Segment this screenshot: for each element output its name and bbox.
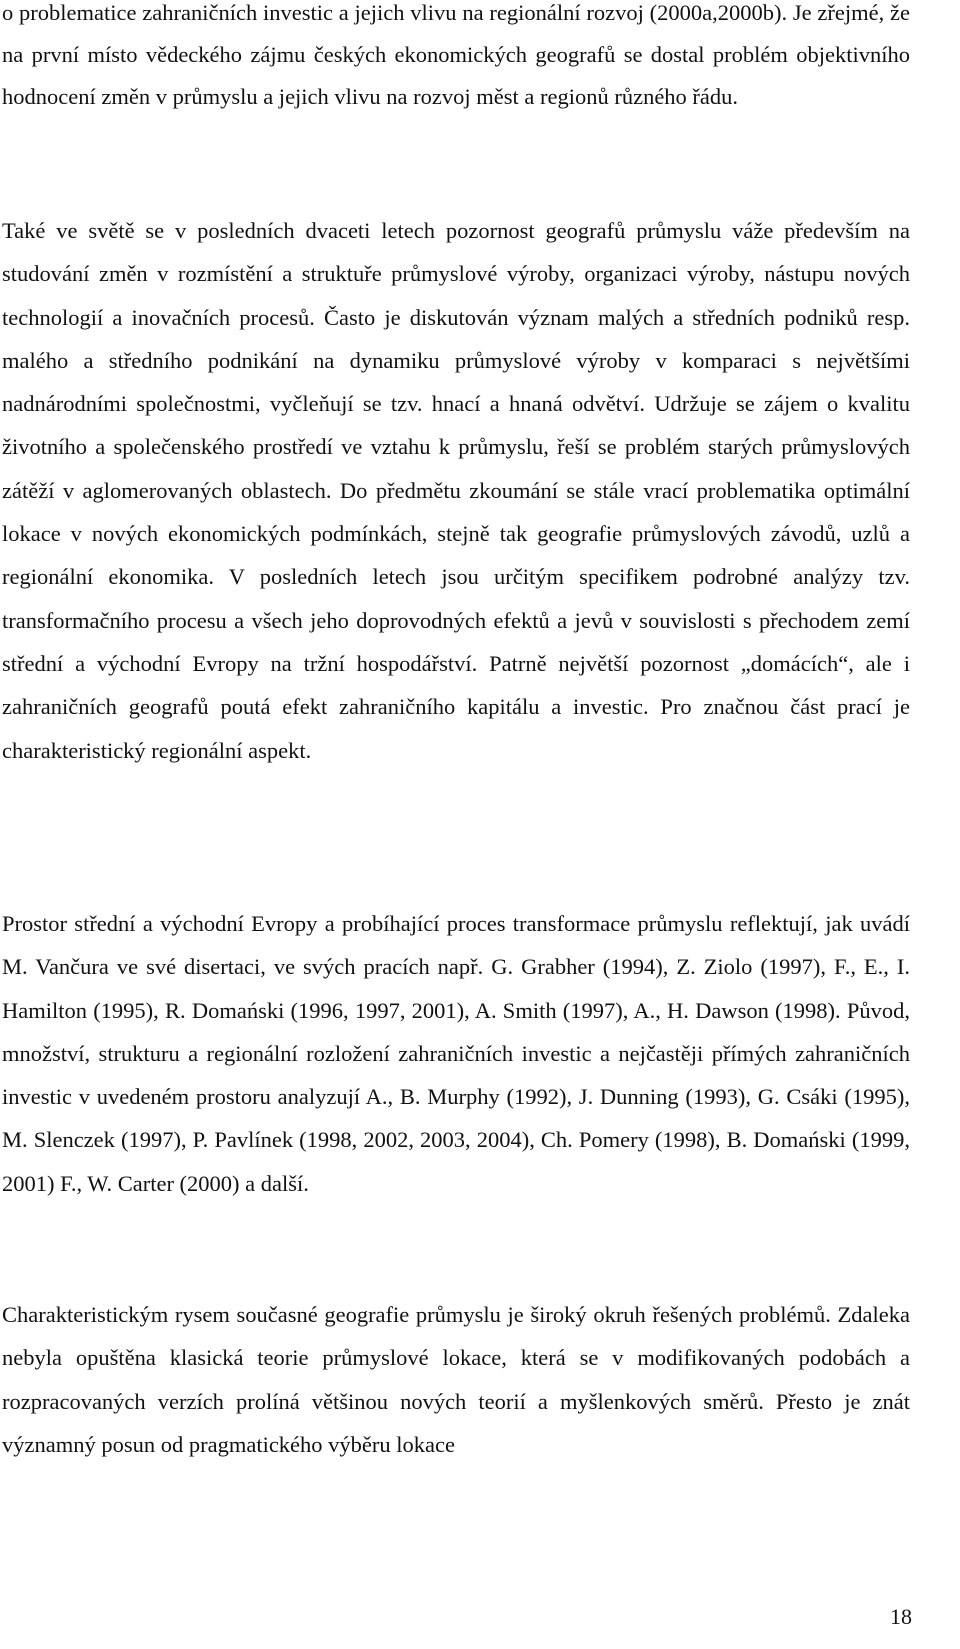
paragraph-central-eastern-europe: Prostor střední a východní Evropy a probíhající proces transformace průmyslu reflektují, jak uvádí M. Vančura ve své disertaci, ve svých pracích např. G. Grabher (1994), Z. Ziolo (1997), F., E., I. Hamilton (1995), R. Domański (1996, 1997, 2001), A. Smith (1997), A., H. Dawson (1998). Původ, množství, strukturu a regionální rozložení zahraničních investic a nejčastěji přímých zahraničních investic v uvedeném prostoru analyzují A., B. Murphy (1992), J. Dunning (1993), G. Csáki (1995), M. Slenczek (1997), P. Pavlínek (1998, 2002, 2003, 2004), Ch. Pomery (1998), B. Domański (1999, 2001) F., W. Carter (2000) a další. — [2, 911, 910, 1196]
paragraph-world-industry-geography: Také ve světě se v posledních dvaceti letech pozornost geografů průmyslu váže především na studování změn v rozmístění a struktuře průmyslové výroby, organizaci výroby, nástupu nových technologií a inovačních procesů. Často je diskutován význam malých a středních podniků resp. malého a středního podnikání na dynamiku průmyslové výroby v komparaci s největšími nadnárodními společnostmi, vyčleňují se tzv. hnací a hnaná odvětví. Udržuje se zájem o kvalitu životního a společenského prostředí ve vztahu k průmyslu, řeší se problém starých průmyslových zátěží v aglomerovaných oblastech. Do předmětu zkoumání se stále vrací problematika optimální lokace v nových ekonomických podmínkách, stejně tak geografie průmyslových závodů, uzlů a regionální ekonomika. V posledních letech jsou určitým specifikem podrobné analýzy tzv. transformačního procesu a všech jeho doprovodných efektů a jevů v souvislosti s přechodem zemí střední a východní Evropy na tržní hospodářství. Patrně největší pozornost „domácích“, ale i zahraničních geografů poutá efekt zahraničního kapitálu a investic. Pro značnou část prací je charakteristický regionální aspekt. — [2, 218, 910, 763]
page-number: 18 — [890, 1604, 912, 1629]
paragraph-foreign-investment-intro: o problematice zahraničních investic a jejich vlivu na regionální rozvoj (2000a,2000b). Je zřejmé, že na první místo vědeckého zájmu českých ekonomických geografů se dostal problém objektivního hodnocení změn v průmyslu a jejich vlivu na rozvoj měst a regionů různého řádu. — [2, 0, 910, 109]
paragraph-characteristic-features: Charakteristickým rysem současné geografie průmyslu je široký okruh řešených problémů. Zdaleka nebyla opuštěna klasická teorie průmyslové lokace, která se v modifikovaných podobách a rozpracovaných verzích prolíná většinou nových teorií a myšlenkových směrů. Přesto je znát významný posun od pragmatického výběru lokace — [2, 1302, 910, 1457]
